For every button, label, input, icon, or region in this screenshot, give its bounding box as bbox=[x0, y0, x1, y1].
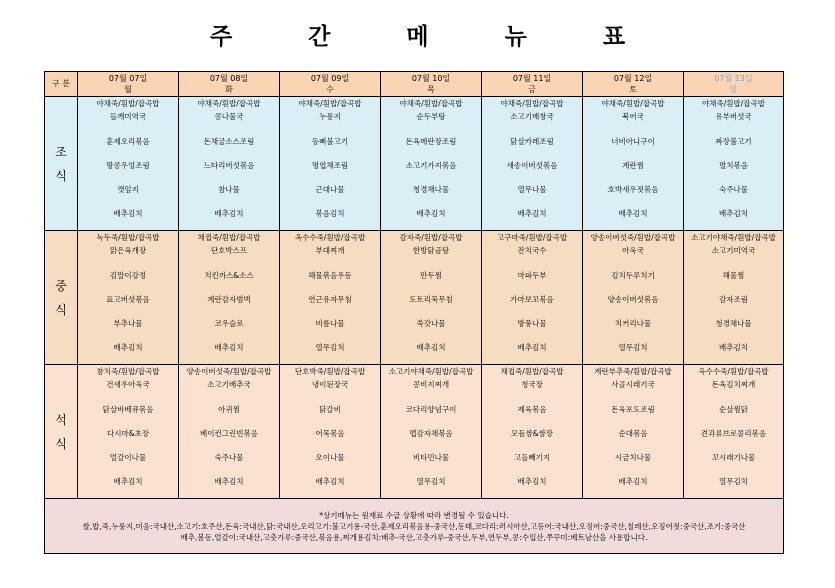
menu-item: 만두찜 bbox=[420, 270, 442, 280]
menu-item: 비타민나물 bbox=[412, 453, 450, 463]
menu-item: 옥수수죽/흰밥/잡곡밥 bbox=[698, 367, 769, 376]
menu-item: 아귀찜 bbox=[218, 404, 240, 414]
day-date: 07월 12일 bbox=[613, 74, 653, 83]
menu-cell bbox=[583, 97, 684, 231]
day-header bbox=[583, 72, 684, 97]
day-date: 07월 09일 bbox=[310, 74, 350, 83]
menu-item: 열무나물 bbox=[517, 185, 547, 195]
menu-item: 근대나물 bbox=[315, 185, 345, 195]
menu-item: 배추김치 bbox=[517, 343, 547, 353]
menu-cell bbox=[482, 231, 583, 365]
dinner-row bbox=[45, 365, 784, 499]
menu-item: 양송이버섯죽/흰밥/잡곡밥 bbox=[590, 233, 676, 242]
menu-item: 호박새우젓볶음 bbox=[607, 185, 659, 195]
day-weekday: 목 bbox=[427, 85, 435, 94]
menu-item: 야채죽/흰밥/잡곡밥 bbox=[601, 99, 665, 108]
menu-item: 표고버섯볶음 bbox=[106, 294, 150, 304]
menu-item: 명엽채조림 bbox=[311, 160, 349, 170]
meal-label-char: 석 bbox=[55, 412, 67, 427]
day-header bbox=[179, 72, 280, 97]
menu-item: 배추김치 bbox=[416, 209, 446, 219]
menu-cell bbox=[179, 231, 280, 365]
menu-item: 부추나물 bbox=[113, 319, 143, 329]
menu-item: 새송이버섯볶음 bbox=[506, 160, 558, 170]
menu-item: 해물찜 bbox=[722, 270, 745, 280]
menu-item: 건새우아욱국 bbox=[106, 380, 150, 390]
menu-cell bbox=[280, 365, 381, 499]
menu-item: 옥수수죽/흰밥/잡곡밥 bbox=[294, 233, 366, 242]
menu-item: 야채죽/흰밥/잡곡밥 bbox=[197, 99, 261, 108]
menu-item: 유부버섯국 bbox=[715, 112, 752, 122]
menu-item: 소고기미역국 bbox=[711, 246, 756, 256]
menu-item: 청경채나물 bbox=[412, 185, 450, 195]
menu-item: 북어국 bbox=[622, 112, 644, 122]
menu-item: 녹두죽/흰밥/잡곡밥 bbox=[96, 233, 160, 242]
menu-item: 도토리묵무침 bbox=[409, 294, 453, 304]
menu-item: 소고기야채죽/흰밥/잡곡밥 bbox=[388, 367, 474, 376]
origin-notice bbox=[45, 499, 784, 554]
menu-item: 코다리양념구이 bbox=[405, 404, 457, 414]
menu-item: 견과류브로콜리볶음 bbox=[700, 428, 767, 438]
day-weekday: 일 bbox=[729, 85, 738, 94]
menu-cell bbox=[280, 97, 381, 231]
menu-item: 연근유자무침 bbox=[308, 294, 352, 304]
menu-item: 방풍나물 bbox=[517, 319, 547, 329]
menu-item: 김치두루치기 bbox=[611, 270, 655, 280]
menu-cell bbox=[78, 97, 179, 231]
menu-item: 계란감자범벅 bbox=[207, 294, 251, 304]
menu-item: 코우슬로 bbox=[214, 319, 244, 329]
menu-item: 맵감자채볶음 bbox=[409, 428, 453, 438]
menu-item: 참나물 bbox=[218, 185, 240, 195]
menu-item: 제육볶음 bbox=[517, 404, 547, 414]
menu-cell bbox=[381, 231, 482, 365]
menu-cell bbox=[482, 365, 583, 499]
menu-cell bbox=[280, 231, 381, 365]
menu-cell bbox=[381, 365, 482, 499]
menu-item: 돈채굴소스조림 bbox=[203, 136, 255, 146]
menu-item: 야채죽/흰밥/잡곡밥 bbox=[96, 99, 160, 108]
menu-item: 배추김치 bbox=[719, 343, 748, 353]
menu-item: 콩비지찌개 bbox=[412, 380, 450, 390]
menu-item: 어묵볶음 bbox=[315, 428, 345, 438]
menu-item: 배추김치 bbox=[719, 209, 748, 219]
menu-item: 배추김치 bbox=[517, 477, 547, 487]
menu-item: 야채죽/흰밥/잡곡밥 bbox=[500, 99, 564, 108]
notice-line: 쌀,밥,죽,누룽지,미음:국내산,소고기:호주산,돈육:국내산,닭:국내산,오리고기:불고기용-국산,훈제오리볶음용-중국산,동태,코다리:러시아산,고등어:국내산,오징어:중국산,칠레산,오징어젓:중국산,조기:중국산 bbox=[82, 521, 746, 531]
menu-item: 야채죽/흰밥/잡곡밥 bbox=[701, 99, 765, 108]
menu-item: 열무김치 bbox=[719, 477, 748, 487]
menu-item: 닭살카레조림 bbox=[510, 136, 554, 146]
day-header bbox=[482, 72, 583, 97]
menu-item: 배추김치 bbox=[315, 477, 345, 487]
menu-item: 배추김치 bbox=[416, 343, 446, 353]
menu-item: 느타리버섯볶음 bbox=[203, 160, 255, 170]
menu-item: 등뼈불고기 bbox=[311, 136, 349, 146]
menu-item: 감자죽/흰밥/잡곡밥 bbox=[399, 233, 463, 242]
menu-item: 땅콩우엉조림 bbox=[106, 160, 150, 170]
notice-line: *상기메뉴는 원재료 수급 상황에 따라 변경될 수 있습니다. bbox=[319, 510, 509, 520]
menu-cell bbox=[684, 231, 784, 365]
meal-label-char: 조 bbox=[55, 144, 67, 159]
menu-item: 양송이버섯죽/흰밥/잡곡밥 bbox=[186, 367, 272, 376]
menu-item: 단호박스프 bbox=[210, 246, 248, 256]
menu-item: 야채죽/흰밥/잡곡밥 bbox=[399, 99, 463, 108]
menu-item: 베이컨그린빈볶음 bbox=[200, 428, 258, 438]
menu-item: 배추김치 bbox=[113, 343, 143, 353]
dinner-label bbox=[45, 365, 78, 499]
menu-item: 들깨미역국 bbox=[109, 112, 147, 122]
meal-label-char: 식 bbox=[55, 168, 67, 183]
menu-item: 배추김치 bbox=[214, 343, 244, 353]
menu-item: 오이나물 bbox=[315, 453, 345, 463]
menu-cell bbox=[583, 231, 684, 365]
menu-item: 아욱국 bbox=[622, 246, 644, 256]
menu-item: 배추김치 bbox=[214, 477, 244, 487]
menu-item: 누룽지 bbox=[319, 112, 341, 122]
menu-item: 치킨까스&소스 bbox=[204, 270, 254, 280]
menu-item: 열무김치 bbox=[618, 343, 648, 353]
breakfast-row bbox=[45, 97, 784, 231]
day-header bbox=[381, 72, 482, 97]
menu-item: 배추김치 bbox=[113, 209, 143, 219]
menu-item: 감자조림 bbox=[719, 294, 748, 304]
menu-cell bbox=[78, 365, 179, 499]
menu-item: 채접죽/흰밥/잡곡밥 bbox=[197, 233, 261, 242]
menu-item: 마파두부 bbox=[517, 270, 547, 280]
notice-line: 배추,봄동,얼갈이:국내산,고춧가루:중국산,볶음용,찌개용김치:배추-국산,고춧가루-중국산,두부,연두부,콩:수입산,쭈꾸미:베트남산을 사용합니다. bbox=[180, 532, 648, 542]
menu-cell bbox=[684, 97, 784, 231]
menu-item: 멸치볶음 bbox=[719, 160, 748, 170]
menu-item: 깻잎지 bbox=[117, 185, 139, 195]
menu-item: 돈육김치찌개 bbox=[711, 380, 756, 390]
menu-item: 열무김치 bbox=[416, 477, 446, 487]
menu-item: 숙주나물 bbox=[214, 453, 244, 463]
menu-item: 냉이된장국 bbox=[311, 380, 349, 390]
day-date: 07월 08일 bbox=[209, 74, 249, 83]
day-weekday: 월 bbox=[124, 85, 132, 94]
menu-item: 소고기배추국 bbox=[207, 380, 251, 390]
day-weekday: 토 bbox=[629, 85, 637, 94]
menu-item: 쑥갓나물 bbox=[416, 319, 446, 329]
menu-item: 돈육메란장조림 bbox=[405, 136, 457, 146]
day-weekday: 수 bbox=[326, 85, 334, 94]
menu-item: 한방닭곰탕 bbox=[412, 246, 450, 256]
menu-cell bbox=[684, 365, 784, 499]
menu-item: 배추김치 bbox=[113, 477, 143, 487]
footer-row bbox=[45, 499, 784, 554]
menu-item: 계란찜 bbox=[622, 160, 644, 170]
menu-cell bbox=[78, 231, 179, 365]
menu-item: 야채죽/흰밥/잡곡밥 bbox=[298, 99, 362, 108]
day-weekday: 금 bbox=[528, 85, 536, 94]
menu-item: 단호박죽/흰밥/잡곡밥 bbox=[294, 367, 366, 376]
menu-item: 청국장 bbox=[521, 380, 543, 390]
menu-item: 김말이강정 bbox=[109, 270, 147, 280]
menu-item: 고구마죽/흰밥/잡곡밥 bbox=[496, 233, 568, 242]
menu-item: 얼갈이나물 bbox=[109, 453, 147, 463]
menu-item: 배추김치 bbox=[618, 209, 648, 219]
menu-item: 맑은육개장 bbox=[109, 246, 147, 256]
menu-item: 배추김치 bbox=[517, 209, 547, 219]
page-title: 주 간 메 뉴 표 bbox=[209, 24, 660, 50]
menu-cell bbox=[583, 365, 684, 499]
menu-cell bbox=[179, 97, 280, 231]
day-date: 07월 10일 bbox=[411, 74, 451, 83]
menu-item: 짜장불고기 bbox=[715, 136, 752, 146]
menu-item: 참치죽/흰밥/잡곡밥 bbox=[96, 367, 160, 376]
menu-item: 소고기야채죽/흰밥/잡곡밥 bbox=[691, 233, 776, 242]
category-header: 구 분 bbox=[45, 72, 78, 97]
menu-item: 닭갈비 bbox=[319, 404, 341, 414]
menu-item: 돈육포도조림 bbox=[611, 404, 655, 414]
day-header bbox=[280, 72, 381, 97]
menu-item: 계란부추죽/흰밥/잡곡밥 bbox=[594, 367, 672, 376]
menu-item: 닭살바베큐볶음 bbox=[102, 404, 154, 414]
breakfast-label bbox=[45, 97, 78, 231]
menu-item: 사골시래기국 bbox=[611, 380, 655, 390]
menu-item: 소고기배창국 bbox=[510, 112, 554, 122]
day-header bbox=[78, 72, 179, 97]
menu-item: 볶음김치 bbox=[315, 209, 345, 219]
menu-item: 순살찜닭 bbox=[719, 404, 748, 414]
menu-item: 잔치국수 bbox=[517, 246, 547, 256]
day-header-sunday bbox=[684, 72, 784, 97]
header-row bbox=[45, 72, 784, 97]
day-weekday: 화 bbox=[225, 85, 233, 94]
menu-cell bbox=[381, 97, 482, 231]
menu-item: 치커리나물 bbox=[614, 319, 652, 329]
day-date: 07월 13일 bbox=[714, 74, 753, 83]
menu-item: 소고기가지볶음 bbox=[405, 160, 457, 170]
weekly-menu-table bbox=[44, 71, 784, 554]
lunch-row bbox=[45, 231, 784, 365]
menu-item: 열무김치 bbox=[315, 343, 345, 353]
menu-item: 시금치나물 bbox=[614, 453, 652, 463]
menu-item: 다시마&초장 bbox=[106, 428, 150, 438]
menu-item: 순두부탕 bbox=[416, 112, 446, 122]
menu-item: 배추김치 bbox=[214, 209, 244, 219]
day-date: 07월 07일 bbox=[108, 74, 148, 83]
menu-cell bbox=[179, 365, 280, 499]
menu-item: 고들빼기지 bbox=[513, 453, 551, 463]
menu-item: 양송이버섯볶음 bbox=[607, 294, 659, 304]
menu-item: 너비아니구이 bbox=[611, 136, 655, 146]
meal-label-char: 식 bbox=[55, 302, 67, 317]
menu-item: 가마보꼬볶음 bbox=[510, 294, 554, 304]
menu-item: 부대찌개 bbox=[315, 246, 345, 256]
menu-item: 비름나물 bbox=[315, 319, 345, 329]
menu-item: 배추김치 bbox=[618, 477, 648, 487]
menu-item: 훈제오리볶음 bbox=[106, 136, 150, 146]
menu-item: 모듬쌈&쌈장 bbox=[510, 428, 554, 438]
menu-item: 채접죽/흰밥/잡곡밥 bbox=[500, 367, 564, 376]
menu-item: 순대볶음 bbox=[618, 428, 648, 438]
menu-item: 숙주나물 bbox=[719, 185, 748, 195]
meal-label-char: 식 bbox=[55, 436, 67, 451]
menu-item: 콩나물국 bbox=[214, 112, 244, 122]
day-date: 07월 11일 bbox=[512, 74, 552, 83]
menu-item: 꼬시래기나물 bbox=[711, 453, 756, 463]
menu-item: 청경채나물 bbox=[715, 319, 752, 329]
lunch-label bbox=[45, 231, 78, 365]
menu-item: 해물볶음우동 bbox=[308, 270, 352, 280]
menu-cell bbox=[482, 97, 583, 231]
meal-label-char: 중 bbox=[55, 278, 67, 293]
